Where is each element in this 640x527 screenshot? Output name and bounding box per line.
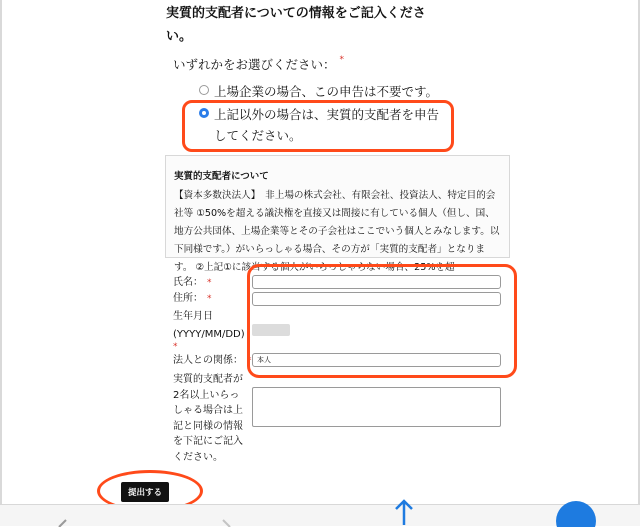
relation-label-text: 法人との関係： (173, 355, 243, 366)
dob-label-line2: (YYYY/MM/DD) (173, 329, 245, 340)
dob-label-line1: 生年月日 (173, 311, 213, 322)
share-icon[interactable] (392, 495, 416, 525)
choice-prompt (173, 55, 344, 73)
left-page-edge (0, 0, 2, 525)
address-label (173, 292, 212, 306)
compass-icon[interactable] (554, 499, 598, 526)
radio-option-label: 上場企業の場合、この申告は不要です。 (214, 84, 439, 99)
name-label-text: 氏名： (173, 277, 203, 288)
back-icon[interactable] (57, 519, 71, 527)
additional-owners-textarea[interactable] (252, 387, 501, 427)
dob-label (173, 310, 245, 352)
choice-prompt-label: いずれかをお選びください： (173, 57, 336, 72)
radio-option-listed[interactable] (199, 81, 438, 102)
radio-option-label: 上記以外の場合は、実質的支配者を申告してください。 (214, 107, 440, 143)
name-label (173, 276, 212, 290)
highlight-annotation (182, 100, 454, 152)
required-mark: * (207, 294, 212, 304)
relation-field[interactable]: 本人 (252, 353, 501, 367)
required-mark: * (339, 55, 345, 65)
relation-label (173, 354, 252, 368)
required-mark: * (247, 356, 252, 366)
submit-button[interactable]: 提出する (121, 482, 169, 502)
section-title: 実質的支配者についての情報をご記入ください。 (166, 6, 426, 44)
required-mark: * (207, 278, 212, 288)
info-scroll-box[interactable] (165, 155, 510, 273)
radio-button-unchecked[interactable] (199, 85, 209, 95)
required-mark: * (173, 342, 178, 352)
forward-icon[interactable] (221, 519, 235, 527)
info-heading: 実質的支配者について (174, 171, 269, 182)
multiple-owners-label: 実質的支配者が2名以上いらっしゃる場合は上記と同様の情報を下記にご記入ください。 (173, 374, 243, 463)
address-label-text: 住所： (173, 293, 203, 304)
browser-toolbar (0, 504, 640, 526)
info-body: 【資本多数決法人】 非上場の株式会社、有限会社、投資法人、特定目的会社等 ①50%を超える議決権を直接又は間接に有している個人（但し、国、地方公共団体、上場企業等とその子会社はここでいう個人とみなします。以下同様です。）がいらっしゃる場合、その方が「実質的支配者」となります。 ②上記①に該当する個人がいらっしゃらない場合、25%を超 (174, 190, 500, 273)
highlight-annotation (247, 264, 517, 378)
